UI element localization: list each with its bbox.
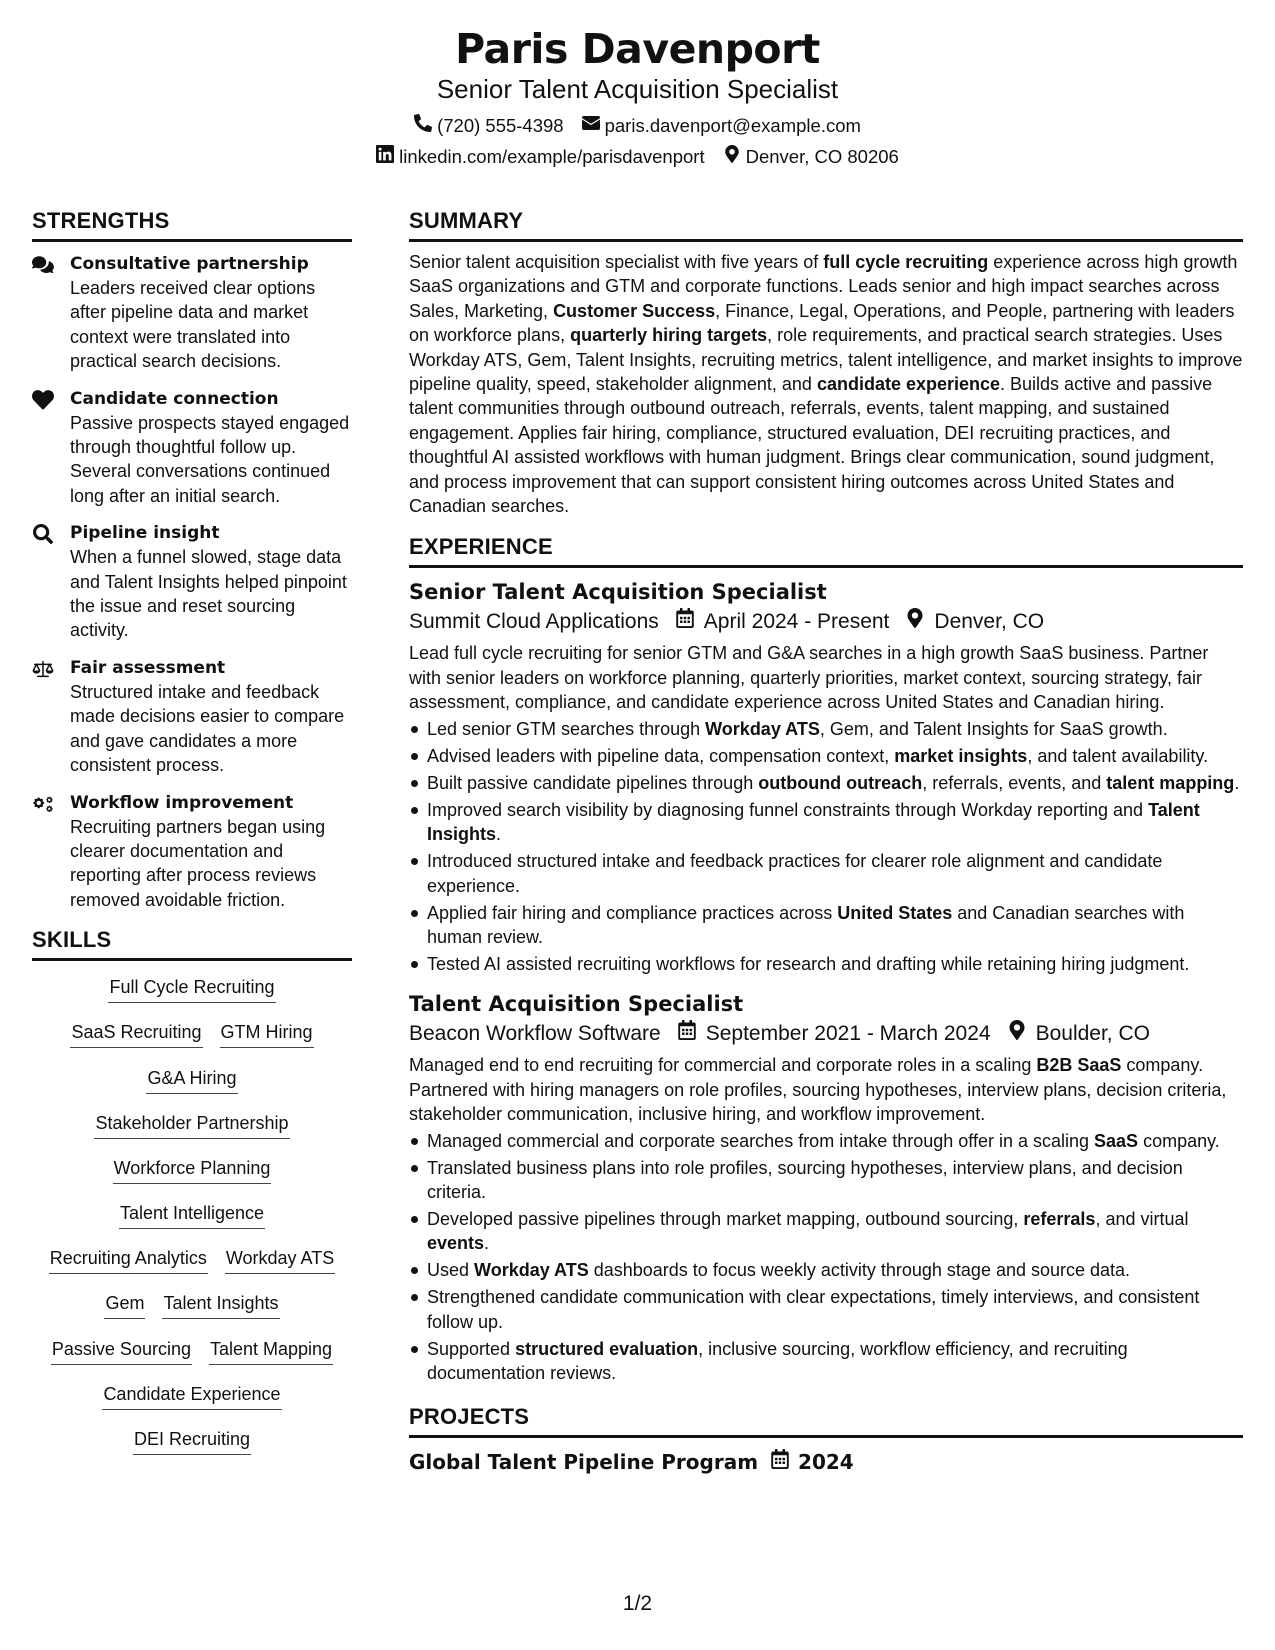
right-column: [409, 207, 1243, 1476]
bullet-item: [409, 1129, 1243, 1153]
jobs-list: [409, 578, 1243, 1385]
text-segment: Supported: [427, 1338, 516, 1359]
job-description: [409, 641, 1243, 714]
strength-item: [32, 387, 352, 509]
bold-text: Workday ATS: [474, 1260, 589, 1281]
location-contact: [723, 145, 899, 169]
project-item: [409, 1448, 1243, 1476]
bullet-item: [409, 849, 1243, 898]
strength-title: Fair assessment: [70, 657, 226, 678]
bold-text: candidate experience: [816, 374, 1001, 395]
job-title: Talent Acquisition Specialist: [409, 992, 744, 1017]
skills-row: [32, 1246, 352, 1291]
left-column: [32, 207, 352, 1472]
strength-desc: Structured intake and feedback made decisions easier to compare and gave candidates a more consistent process.: [70, 681, 345, 776]
skills-row: [32, 1156, 352, 1201]
job-company: Beacon Workflow Software: [409, 1022, 661, 1046]
text-segment: , Gem, and Talent Insights for SaaS growth.: [819, 718, 1168, 739]
text-segment: , and talent availability.: [1027, 745, 1209, 766]
resume-header: [0, 22, 1275, 169]
map-pin-icon: [723, 145, 741, 169]
job-entry: [409, 578, 1243, 976]
strength-desc: When a funnel slowed, stage data and Talent Insights helped pinpoint the issue and reset sourcing activity.: [70, 547, 347, 641]
map-pin-icon: [889, 607, 934, 637]
strength-title: Candidate connection: [70, 388, 279, 409]
text-segment: Built passive candidate pipelines through: [427, 772, 759, 793]
text-segment: Managed commercial and corporate searches from intake through offer in a scaling: [427, 1130, 1095, 1151]
bold-text: outbound outreach: [758, 772, 923, 793]
phone-text: (720) 555-4398: [437, 115, 564, 136]
text-segment: Applied fair hiring and compliance practices across: [427, 902, 838, 923]
bullet-item: [409, 1207, 1243, 1256]
bold-text: quarterly hiring targets: [570, 325, 768, 346]
heart-icon: [32, 387, 70, 509]
skill-tag: Workday ATS: [225, 1246, 335, 1274]
job-bullets: [409, 1129, 1243, 1386]
text-segment: .: [496, 824, 502, 845]
text-segment: .: [1234, 772, 1240, 793]
text-segment: Senior talent acquisition specialist with five years of: [409, 252, 824, 272]
bold-text: referrals: [1023, 1208, 1096, 1229]
calendar-icon: [659, 607, 704, 637]
text-segment: Developed passive pipelines through market mapping, outbound sourcing,: [427, 1208, 1024, 1229]
summary-heading: SUMMARY: [409, 207, 1243, 242]
text-segment: Lead full cycle recruiting for senior GTM and G&A searches in a high growth SaaS business. Partner with senior leaders on workforce planning, quarterly priorities, market context, sourcing strategy, fair assessment, compliance, and candidate experience across United States and Canadian hiring.: [409, 643, 1209, 713]
job-entry: [409, 990, 1243, 1385]
experience-heading: EXPERIENCE: [409, 533, 1243, 568]
skill-tag: Gem: [104, 1291, 145, 1319]
text-segment: , inclusive sourcing, workflow efficiency, and recruiting documentation reviews.: [427, 1338, 1128, 1384]
text-segment: , Finance, Legal, Operations, and People, partnering with leaders on workforce plans,: [409, 300, 1235, 346]
job-meta: [409, 607, 1243, 637]
text-segment: , referrals, events, and: [922, 772, 1107, 793]
projects-section: [409, 1403, 1243, 1476]
skill-tag: DEI Recruiting: [133, 1427, 251, 1455]
bullet-item: [409, 1258, 1243, 1282]
strength-item: [32, 656, 352, 778]
candidate-role: Senior Talent Acquisition Specialist: [436, 74, 839, 104]
job-dates: September 2021 - March 2024: [705, 1022, 991, 1046]
phone-contact: [414, 114, 564, 138]
text-segment: Introduced structured intake and feedback practices for clearer role alignment and candidate experience.: [427, 851, 1163, 896]
skills-row: [32, 1382, 352, 1427]
strength-item: [32, 521, 352, 643]
bold-text: Talent Insights: [427, 799, 1200, 845]
skills-section: [32, 926, 352, 1472]
bold-text: Customer Success: [553, 300, 716, 321]
skill-tag: GTM Hiring: [220, 1020, 314, 1048]
email-text: paris.davenport@example.com: [604, 115, 861, 136]
candidate-name: Paris Davenport: [455, 25, 820, 73]
bold-text: Workday ATS: [705, 718, 820, 739]
job-dates: April 2024 - Present: [703, 610, 890, 634]
strength-desc: Passive prospects stayed engaged through thoughtful follow up. Several conversations continued long after an initial search.: [70, 412, 350, 506]
text-segment: Managed end to end recruiting for commercial and corporate roles in a scaling: [409, 1055, 1037, 1076]
text-segment: experience across high growth SaaS organizations and GTM and corporate functions. Leads senior and high impact searches across Sales, Marketing,: [409, 252, 1238, 321]
skills-list: [32, 975, 352, 1472]
projects-heading: PROJECTS: [409, 1403, 1243, 1438]
bullet-item: [409, 744, 1243, 768]
text-segment: Advised leaders with pipeline data, compensation context,: [427, 745, 895, 766]
skill-tag: Talent Intelligence: [119, 1201, 265, 1229]
skill-tag: Stakeholder Partnership: [94, 1111, 289, 1139]
skills-row: [32, 1201, 352, 1246]
calendar-icon: [661, 1019, 706, 1049]
bold-text: United States: [837, 902, 953, 923]
contact-line-2: [0, 145, 1275, 169]
bullet-item: [409, 1337, 1243, 1386]
bullet-item: [409, 771, 1243, 795]
skills-row: [32, 1020, 352, 1065]
job-title: Senior Talent Acquisition Specialist: [409, 580, 827, 605]
bullet-item: [409, 717, 1243, 741]
scale-icon: [32, 656, 70, 778]
text-segment: Strengthened candidate communication with clear expectations, timely interviews, and consistent follow up.: [427, 1287, 1200, 1332]
linkedin-text: linkedin.com/example/parisdavenport: [399, 146, 705, 167]
text-segment: Used: [427, 1260, 475, 1281]
skill-tag: SaaS Recruiting: [70, 1020, 202, 1048]
job-location: Boulder, CO: [1035, 1022, 1150, 1046]
skill-tag: Talent Mapping: [209, 1337, 333, 1365]
bold-text: talent mapping: [1106, 772, 1235, 793]
calendar-icon: [758, 1448, 798, 1476]
text-segment: Translated business plans into role profiles, sourcing hypotheses, interview plans, and decision criteria.: [427, 1157, 1183, 1202]
bullet-item: [409, 1156, 1243, 1205]
skill-tag: Recruiting Analytics: [49, 1246, 208, 1274]
bold-text: full cycle recruiting: [823, 252, 989, 272]
bold-text: market insights: [894, 745, 1028, 766]
text-segment: , role requirements, and practical search strategies. Uses Workday ATS, Gem, Talent Insights, recruiting metrics, talent intelligence, and market insights to improve pipeline quality, speed, stakeholder alignment, and: [409, 325, 1243, 395]
text-segment: and Canadian searches with human review.: [427, 902, 1185, 947]
envelope-icon: [582, 114, 600, 138]
job-company: Summit Cloud Applications: [409, 610, 659, 634]
comments-icon: [32, 252, 70, 374]
bold-text: SaaS: [1094, 1130, 1139, 1151]
skill-tag: G&A Hiring: [146, 1066, 237, 1094]
bold-text: structured evaluation: [515, 1338, 699, 1359]
experience-section: [409, 533, 1243, 1385]
project-year: 2024: [798, 1449, 854, 1474]
text-segment: Led senior GTM searches through: [427, 718, 706, 739]
job-meta: [409, 1019, 1243, 1049]
text-segment: dashboards to focus weekly activity through stage and source data.: [588, 1260, 1131, 1281]
map-pin-icon: [991, 1019, 1036, 1049]
phone-icon: [414, 114, 432, 138]
skill-tag: Candidate Experience: [102, 1382, 281, 1410]
strengths-heading: STRENGTHS: [32, 207, 352, 242]
summary-text: [409, 250, 1243, 518]
skill-tag: Talent Insights: [162, 1291, 279, 1319]
strength-desc: Recruiting partners began using clearer documentation and reporting after process reviews removed avoidable friction.: [70, 816, 326, 910]
skills-row: [32, 975, 352, 1020]
project-name: Global Talent Pipeline Program: [409, 1449, 759, 1474]
job-location: Denver, CO: [934, 610, 1045, 634]
skills-row: [32, 1337, 352, 1382]
skills-row: [32, 1066, 352, 1111]
page-number: 1/2: [622, 1592, 653, 1615]
skills-heading: SKILLS: [32, 926, 352, 961]
skill-tag: Workforce Planning: [113, 1156, 272, 1184]
text-segment: company.: [1138, 1130, 1220, 1151]
gears-icon: [32, 791, 70, 913]
text-segment: Improved search visibility by diagnosing funnel constraints through Workday reporting and: [427, 799, 1149, 820]
strength-title: Pipeline insight: [70, 523, 220, 544]
contact-line-1: [0, 114, 1275, 138]
job-bullets: [409, 717, 1243, 977]
strength-item: [32, 791, 352, 913]
job-description: [409, 1053, 1243, 1126]
strengths-list: [32, 252, 352, 912]
strength-item: [32, 252, 352, 374]
strength-title: Workflow improvement: [70, 792, 294, 813]
text-segment: .: [484, 1233, 490, 1254]
skills-row: [32, 1291, 352, 1336]
search-icon: [32, 521, 70, 643]
bullet-item: [409, 1285, 1243, 1334]
skills-row: [32, 1427, 352, 1472]
skill-tag: Passive Sourcing: [51, 1337, 192, 1365]
linkedin-contact: [376, 145, 704, 169]
email-contact: [582, 114, 861, 138]
location-text: Denver, CO 80206: [745, 146, 899, 167]
bold-text: B2B SaaS: [1036, 1055, 1122, 1076]
strength-desc: Leaders received clear options after pipeline data and market context were translated into practical search decisions.: [70, 278, 316, 372]
bold-text: events: [427, 1233, 485, 1254]
text-segment: , and virtual: [1095, 1208, 1189, 1229]
text-segment: . Builds active and passive talent communities through outbound outreach, referrals, events, talent mapping, and sustained engagement. Applies fair hiring, compliance, structured evaluation, DEI recruiting practices, and thoughtful AI assisted workflows with human judgment. Brings clear communication, sound judgment, and process improvement that can support consistent hiring outcomes across United States and Canadian searches.: [409, 374, 1215, 517]
bullet-item: [409, 798, 1243, 847]
skills-row: [32, 1111, 352, 1156]
bullet-item: [409, 952, 1243, 976]
linkedin-icon: [376, 145, 394, 169]
text-segment: company. Partnered with hiring managers on role profiles, sourcing hypotheses, interview plans, decision criteria, stakeholder communication, inclusive hiring, and workflow improvement.: [409, 1055, 1227, 1125]
strength-title: Consultative partnership: [70, 254, 309, 274]
skill-tag: Full Cycle Recruiting: [108, 975, 275, 1003]
text-segment: Tested AI assisted recruiting workflows for research and drafting while retaining hiring judgment.: [427, 953, 1190, 974]
bullet-item: [409, 901, 1243, 950]
